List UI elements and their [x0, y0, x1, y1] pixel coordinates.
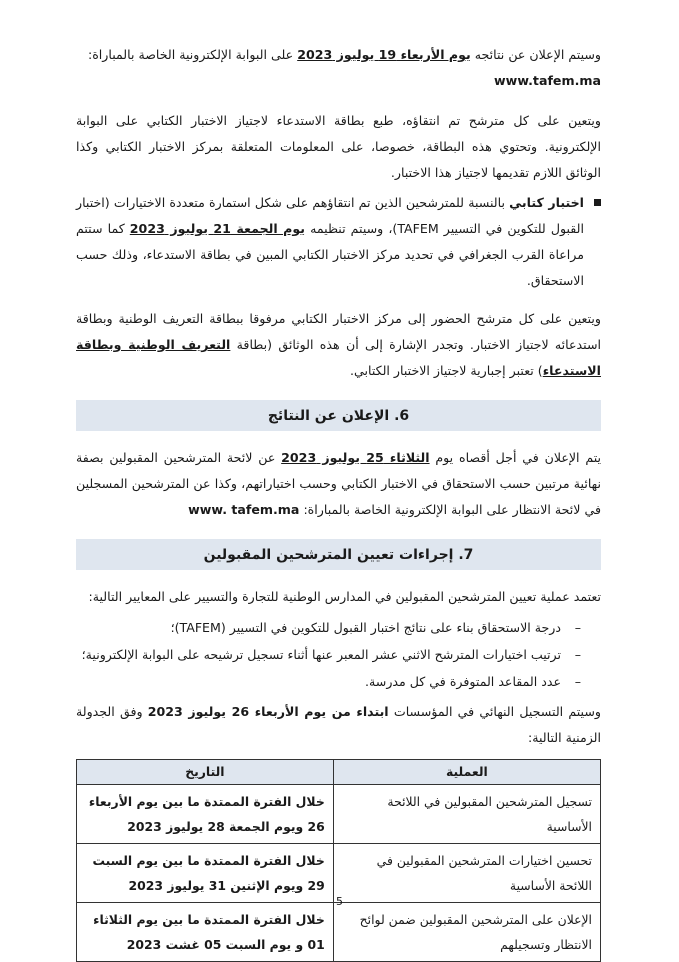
operation-column-header: العملية	[333, 760, 600, 785]
date-cell: خلال الفترة الممتدة ما بين يوم الثلاثاء 01 و يوم السبت 05 غشت 2023	[77, 903, 334, 962]
list-item: – درجة الاستحقاق بناء على نتائج اختبار القبول للتكوين في التسيير (TAFEM)؛	[76, 614, 581, 641]
table-row	[77, 903, 601, 962]
operation-cell: تحسين اختيارات المترشحين المقبولين في اللائحة الأساسية	[333, 844, 600, 903]
convocation-paragraph: ويتعين على كل مترشح تم انتقاؤه، طبع بطاقة الاستدعاء لاجتياز الاختبار الكتابي على البوابة الإلكترونية. وتحتوي هذه البطاقة، خصوصا، على المعلومات المتعلقة بمركز الاختبار الكتابي وكذا الوثائق اللازم تقديمها لاجتياز هذا الاختبار.	[76, 113, 601, 180]
date-cell: خلال الفترة الممتدة ما بين يوم السبت 29 ويوم الإثنين 31 يوليوز 2023	[77, 844, 334, 903]
results-date: يوم الأربعاء 19 يوليوز 2023	[297, 47, 471, 62]
section-7-heading: 7. إجراءات تعيين المترشحين المقبولين	[76, 539, 601, 570]
section-6-heading: 6. الإعلان عن النتائج	[76, 400, 601, 431]
required-documents: التعريف الوطنية وبطاقة الاستدعاء	[76, 337, 601, 378]
table-row	[77, 785, 601, 844]
page-number: 5	[336, 895, 343, 908]
results-announcement-paragraph: وسيتم الإعلان عن نتائجه يوم الأربعاء 19 يوليوز 2023 على البوابة الإلكترونية الخاصة بالمباراة:	[87, 47, 601, 62]
final-results-date: الثلاثاء 25 يوليوز 2023	[281, 450, 430, 465]
table-row	[77, 844, 601, 903]
written-exam-item: اختبار كتابي بالنسبة للمترشحين الذين تم انتقاؤهم على شكل استمارة متعددة الاختيارات (اختبار القبول للتكوين في التسيير TAFEM)، وسيتم تنظيمه يوم الجمعة 21 يوليوز 2023 كما ستتم مراعاة القرب الجغرافي في تحديد مركز الاختبار الكتابي المبين في بطاقة الاستدعاء، وذلك حسب الاستحقاق.	[76, 190, 601, 294]
date-column-header: التاريخ	[77, 760, 334, 785]
list-item: – ترتيب اختيارات المترشح الاثني عشر المعبر عنها أثناء تسجيل ترشيحه على البوابة الإلكترونية؛	[76, 641, 581, 668]
operation-cell: الإعلان على المترشحين المقبولين ضمن لوائح الانتظار وتسجيلهم	[333, 903, 600, 962]
date-cell: خلال الفترة الممتدة ما بين يوم الأربعاء 26 ويوم الجمعة 28 يوليوز 2023	[77, 785, 334, 844]
table-header-row	[77, 760, 601, 785]
results-paragraph: يتم الإعلان في أجل أقصاه يوم الثلاثاء 25 يوليوز 2023 عن لائحة المترشحين المقبولين بصفة نهائية مرتبين حسب الاستحقاق في الاختبار الكتابي وحسب اختياراتهم، وكذا عن المترشحين المسجلين في لائحة الانتظار على البوابة الإلكترونية الخاصة بالمباراة: www. tafem.ma	[76, 450, 602, 517]
criteria-list	[76, 614, 601, 695]
list-item: – عدد المقاعد المتوفرة في كل مدرسة.	[76, 668, 581, 695]
square-bullet-icon	[594, 199, 601, 206]
website-url-2[interactable]: www. tafem.ma	[188, 502, 300, 517]
registration-schedule-table	[76, 759, 601, 962]
criteria-intro: تعتمد عملية تعيين المترشحين المقبولين في المدارس الوطنية للتجارة والتسيير على المعايير التالية:	[88, 589, 601, 604]
operation-cell: تسجيل المترشحين المقبولين في اللائحة الأساسية	[333, 785, 600, 844]
exam-date: يوم الجمعة 21 يوليوز 2023	[129, 221, 306, 236]
written-exam-label: اختبار كتابي	[509, 195, 584, 210]
attendance-paragraph: ويتعين على كل مترشح الحضور إلى مركز الاختبار الكتابي مرفوقا ببطاقة التعريف الوطنية وبطاقة استدعائه لاجتياز الاختبار. وتجدر الإشارة إلى أن هذه الوثائق (بطاقة التعريف الوطنية وبطاقة الاستدعاء) تعتبر إجبارية لاجتياز الاختبار الكتابي.	[76, 311, 601, 378]
website-url[interactable]: www.tafem.ma	[494, 73, 601, 88]
registration-intro: وسيتم التسجيل النهائي في المؤسسات ابتداء من يوم الأربعاء 26 يوليوز 2023 وفق الجدولة الزمنية التالية:	[76, 704, 601, 745]
